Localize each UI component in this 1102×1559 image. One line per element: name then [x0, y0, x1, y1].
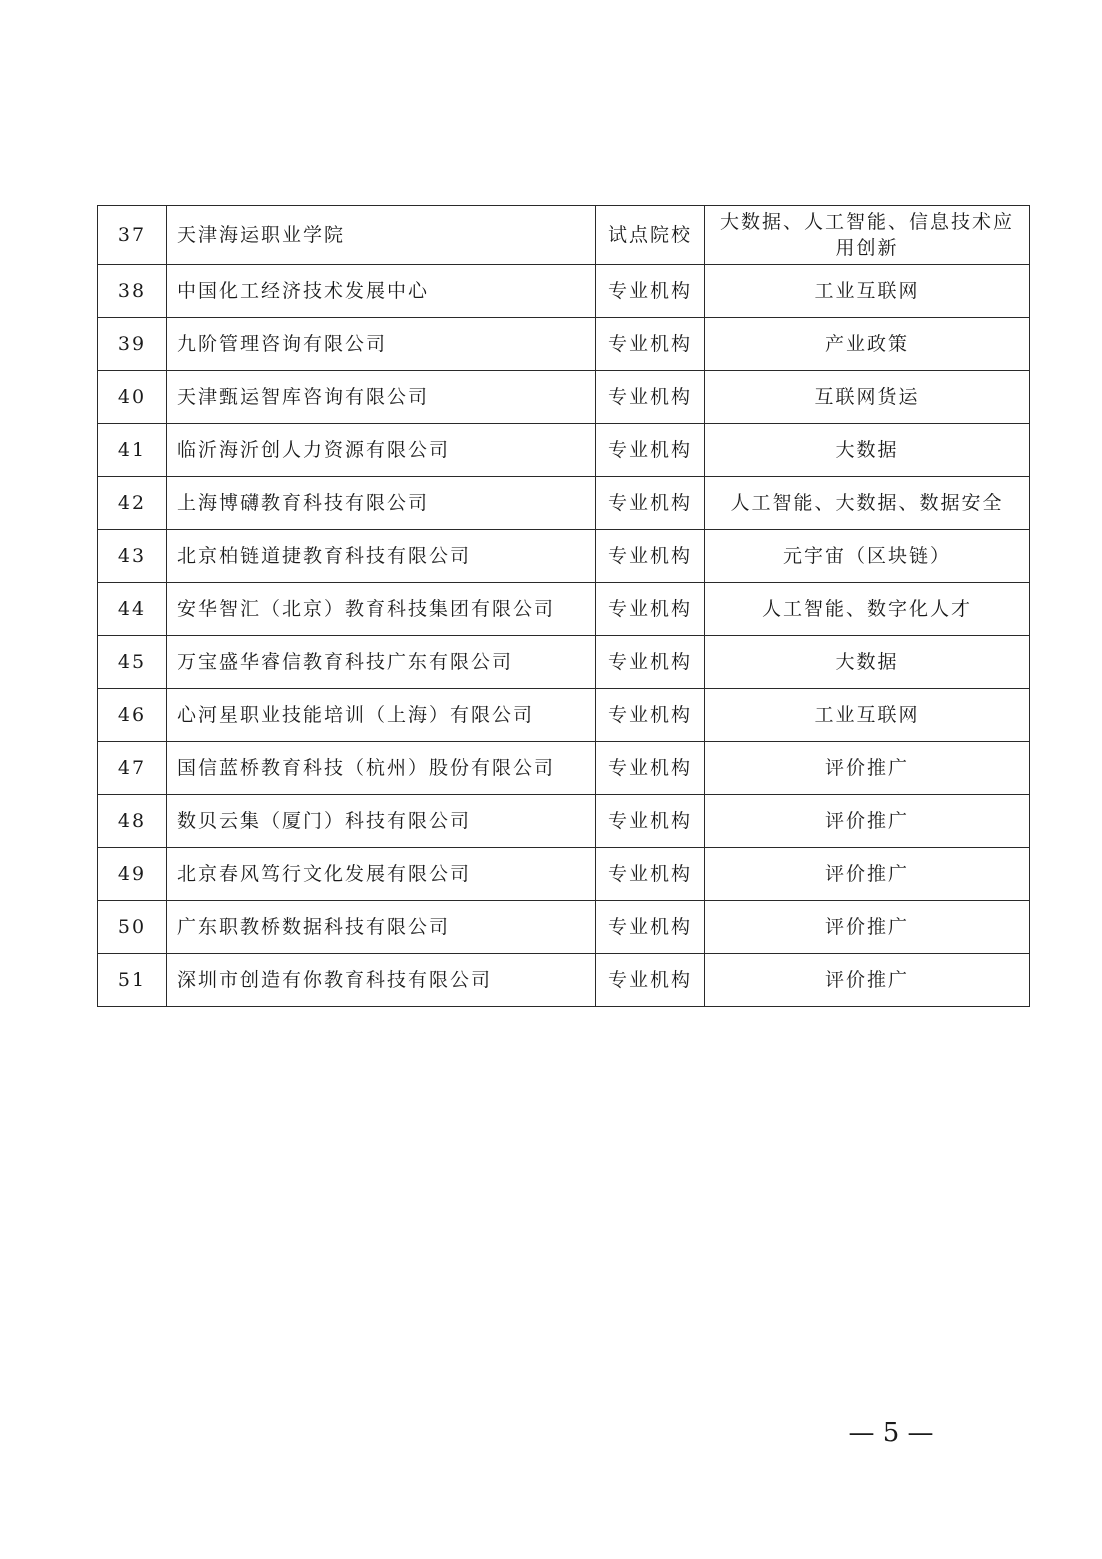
organization-type-cell: 专业机构: [596, 742, 705, 795]
table-row: [98, 901, 1030, 954]
table-row: [98, 954, 1030, 1007]
row-number-cell: 47: [98, 742, 167, 795]
row-number-cell: 45: [98, 636, 167, 689]
field-cell: 人工智能、数字化人才: [705, 583, 1030, 636]
table-row: [98, 795, 1030, 848]
organization-name-cell: 中国化工经济技术发展中心: [167, 265, 596, 318]
organization-name-cell: 北京春风笃行文化发展有限公司: [167, 848, 596, 901]
row-number-cell: 42: [98, 477, 167, 530]
organization-type-cell: 专业机构: [596, 689, 705, 742]
table-row: [98, 636, 1030, 689]
organization-name-cell: 天津海运职业学院: [167, 206, 596, 265]
table-row: [98, 530, 1030, 583]
organization-type-cell: 试点院校: [596, 206, 705, 265]
row-number-cell: 37: [98, 206, 167, 265]
organization-name-cell: 天津甄运智库咨询有限公司: [167, 371, 596, 424]
row-number-cell: 38: [98, 265, 167, 318]
table-row: [98, 848, 1030, 901]
field-cell: 元宇宙（区块链）: [705, 530, 1030, 583]
organization-name-cell: 广东职教桥数据科技有限公司: [167, 901, 596, 954]
field-cell: 评价推广: [705, 954, 1030, 1007]
row-number-cell: 49: [98, 848, 167, 901]
organization-name-cell: 临沂海沂创人力资源有限公司: [167, 424, 596, 477]
organization-type-cell: 专业机构: [596, 265, 705, 318]
organization-name-cell: 万宝盛华睿信教育科技广东有限公司: [167, 636, 596, 689]
organization-type-cell: 专业机构: [596, 848, 705, 901]
field-cell: 大数据: [705, 636, 1030, 689]
field-cell: 评价推广: [705, 901, 1030, 954]
field-cell: 人工智能、大数据、数据安全: [705, 477, 1030, 530]
page-number: — 5 —: [848, 1418, 934, 1448]
table-row: [98, 689, 1030, 742]
organization-name-cell: 安华智汇（北京）教育科技集团有限公司: [167, 583, 596, 636]
organization-name-cell: 国信蓝桥教育科技（杭州）股份有限公司: [167, 742, 596, 795]
row-number-cell: 51: [98, 954, 167, 1007]
table-row: [98, 742, 1030, 795]
row-number-cell: 44: [98, 583, 167, 636]
table-row: [98, 265, 1030, 318]
field-cell: 互联网货运: [705, 371, 1030, 424]
field-cell: 大数据、人工智能、信息技术应用创新: [705, 206, 1030, 265]
field-cell: 产业政策: [705, 318, 1030, 371]
organization-type-cell: 专业机构: [596, 636, 705, 689]
organization-name-cell: 心河星职业技能培训（上海）有限公司: [167, 689, 596, 742]
organization-type-cell: 专业机构: [596, 583, 705, 636]
organization-name-cell: 深圳市创造有你教育科技有限公司: [167, 954, 596, 1007]
organization-name-cell: 九阶管理咨询有限公司: [167, 318, 596, 371]
organization-type-cell: 专业机构: [596, 530, 705, 583]
table-row: [98, 371, 1030, 424]
organization-name-cell: 北京柏链道捷教育科技有限公司: [167, 530, 596, 583]
field-cell: 评价推广: [705, 742, 1030, 795]
row-number-cell: 43: [98, 530, 167, 583]
organization-name-cell: 数贝云集（厦门）科技有限公司: [167, 795, 596, 848]
table-row: [98, 583, 1030, 636]
row-number-cell: 39: [98, 318, 167, 371]
organization-table: [97, 205, 1030, 1007]
field-cell: 大数据: [705, 424, 1030, 477]
table-row: [98, 318, 1030, 371]
row-number-cell: 41: [98, 424, 167, 477]
table-row: [98, 206, 1030, 265]
table-row: [98, 424, 1030, 477]
organization-name-cell: 上海博礴教育科技有限公司: [167, 477, 596, 530]
organization-type-cell: 专业机构: [596, 371, 705, 424]
organization-type-cell: 专业机构: [596, 795, 705, 848]
table-body: [98, 206, 1030, 1007]
table-row: [98, 477, 1030, 530]
row-number-cell: 40: [98, 371, 167, 424]
row-number-cell: 50: [98, 901, 167, 954]
field-cell: 工业互联网: [705, 689, 1030, 742]
row-number-cell: 46: [98, 689, 167, 742]
field-cell: 工业互联网: [705, 265, 1030, 318]
organization-type-cell: 专业机构: [596, 477, 705, 530]
field-cell: 评价推广: [705, 848, 1030, 901]
organization-type-cell: 专业机构: [596, 901, 705, 954]
field-cell: 评价推广: [705, 795, 1030, 848]
organization-type-cell: 专业机构: [596, 424, 705, 477]
organization-type-cell: 专业机构: [596, 318, 705, 371]
organization-type-cell: 专业机构: [596, 954, 705, 1007]
row-number-cell: 48: [98, 795, 167, 848]
